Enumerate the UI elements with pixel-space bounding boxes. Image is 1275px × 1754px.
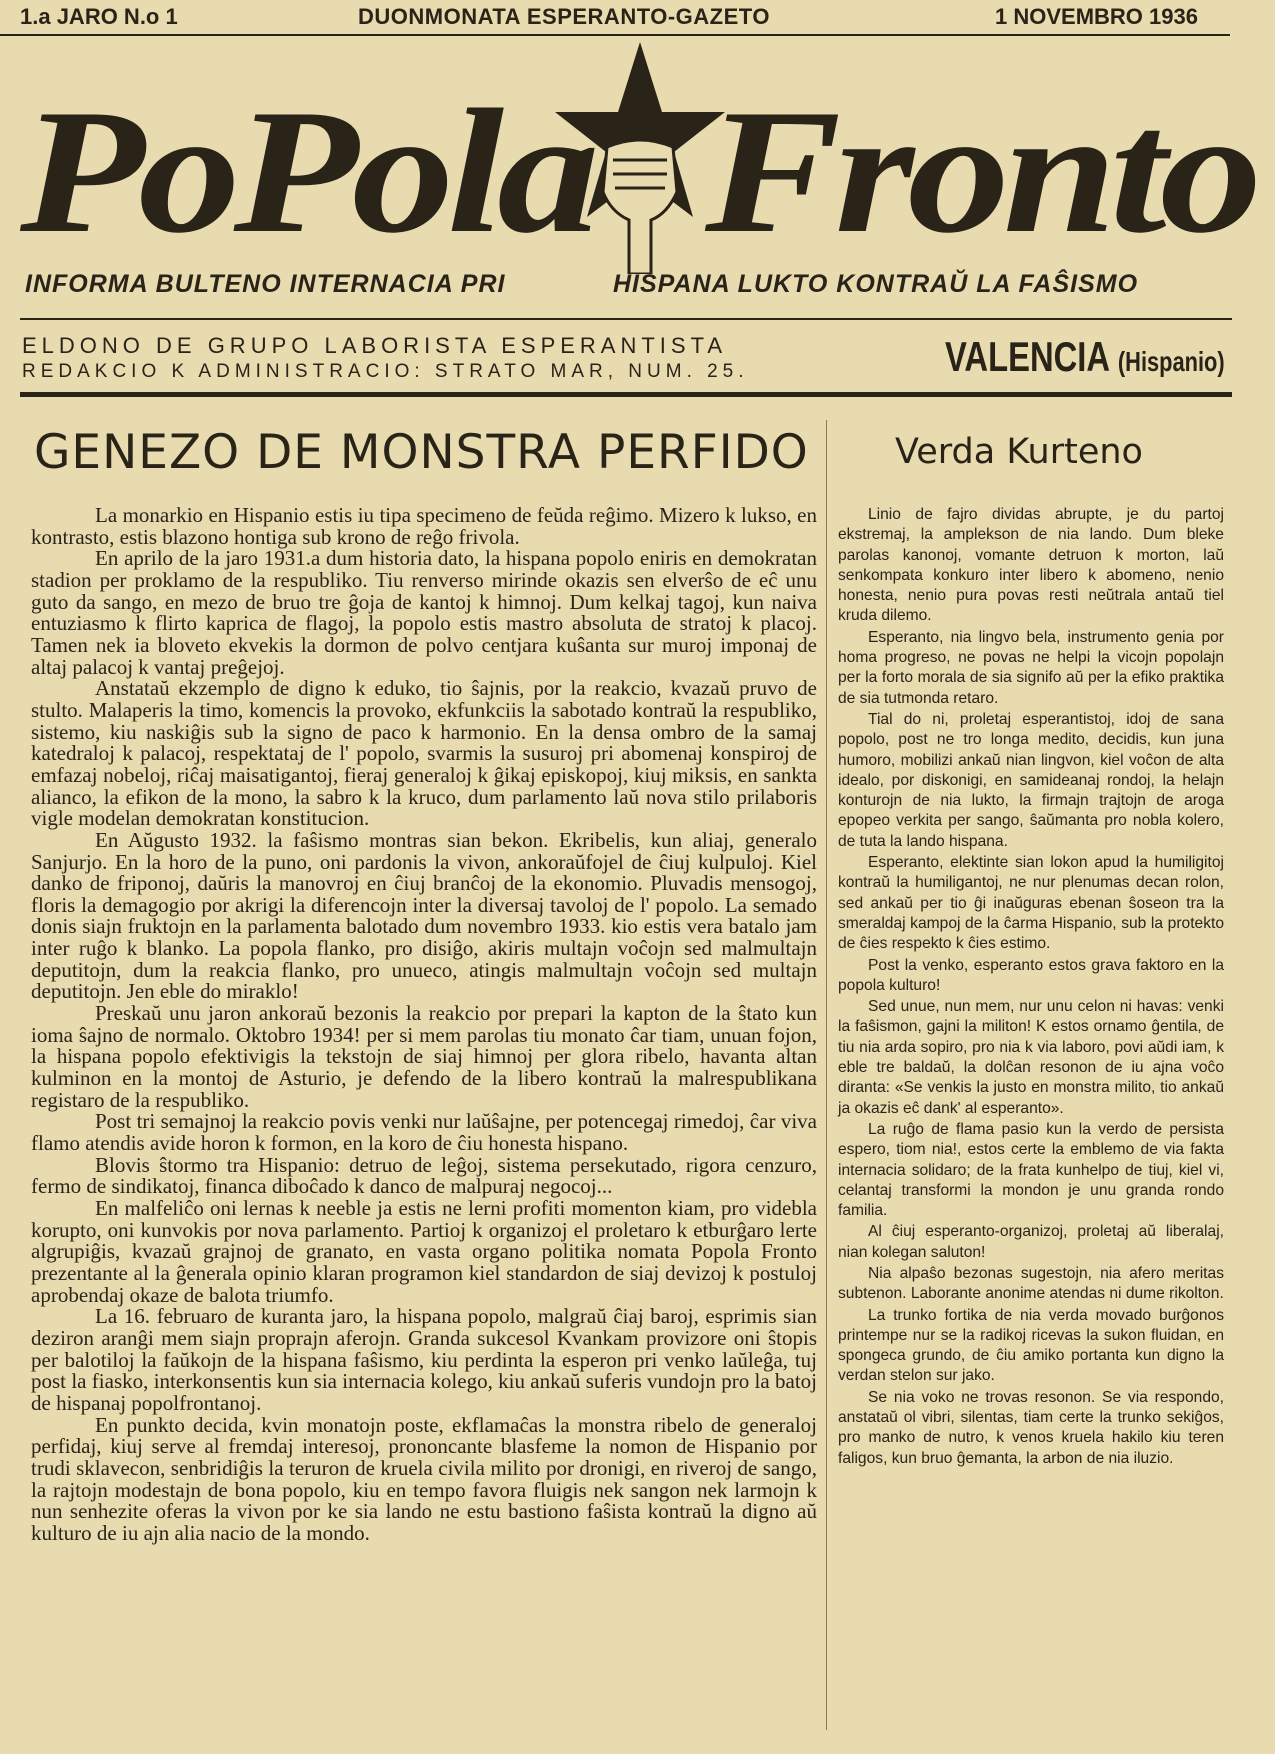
paragraph: La ruĝo de flama pasio kun la verdo de persista espero, tiom nia!, estos certe la emblemo de via fakta internacia solidaro; de la frata kunhelpo de tiuj, kiel vi, celantaj transformi la mondon je unu granda rondo familia. — [838, 1120, 1224, 1220]
address-line: REDAKCIO K ADMINISTRACIO: STRATO MAR, NUM. 25. — [22, 361, 749, 382]
publisher-line: ELDONO DE GRUPO LABORISTA ESPERANTISTA — [22, 333, 728, 358]
paragraph: Tial do ni, proletaj esperantistoj, idoj de sana popolo, post ne tro longa medito, decidis, kun juna humoro, mobilizi ankaŭ nian lingvon, kiel voĉon de alta idealo, por diskonigi, en samideanaj rondoj, la helajn konturojn de nia lukto, la firmajn trajtojn de aroga epopeo verkita per sango, ŝaŭmanta pro nobla kolero, de tuta la lando hispana. — [838, 710, 1224, 850]
paragraph: Esperanto, elektinte sian lokon apud la humiligitoj kontraŭ la humiligantoj, ne nur plenumas decan rolon, sed ankaŭ per tio ĝi inaŭguras ebenan ŝoseon tra la smeraldaj kampoj de la ĉarma Hispanio, sub la protekto de ĉies respekto k ĉies estimo. — [838, 854, 1224, 953]
issue-header — [0, 0, 1240, 34]
column-divider — [826, 420, 827, 1730]
issue-date: 1 NOVEMBRO 1936 — [995, 4, 1198, 29]
paragraph: La 16. februaro de kuranta jaro, la hispana popolo, malgraŭ ĉiaj baroj, esprimis sian deziron aranĝi mem siajn proprajn aferojn. Granda sukcesol Kvankam provizore oni ŝtopis per balotiloj la faŭkojn de la hispana faŝismo, kiu perdinta la esperon pri venko laŭleĝa, tuj post la fiasko, interkonsentis kun sia internacia kolego, kiu ankaŭ suferis vundojn pro la batoj de hispanaj popolfrontanoj. — [31, 1304, 817, 1415]
paragraph: En Aŭgusto 1932. la faŝismo montras sian bekon. Ekribelis, kun aliaj, generalo Sanjurjo. En la horo de la puno, oni pardonis la vivon, ankoraŭfojel de ĉiuj kulpuloj. Kiel danko de friponoj, daŭris la manovroj en ĉiuj branĉoj de la ekonomio. Pluvadis mensogoj, floris la demagogio por akrigi la diferencojn inter la diversaj tavoloj de l' popolo. La semado donis siajn fruktojn en la parlamenta balotado dum novembro 1933. kio estis vera batalo jam inter ruĝo k blanko. La popola flanko, pro disiĝo, akiris multajn voĉojn sed malmultajn deputitojn, dum la reakcia flanko, pro unueco, atingis malmultajn voĉojn sed multajn deputitojn. Jen eble do miraklo! — [31, 827, 817, 1004]
paragraph: Post la venko, esperanto estos grava faktoro en la popola kulturo! — [838, 956, 1224, 994]
main-article-body — [31, 505, 817, 1545]
subtitle-left: INFORMA BULTENO INTERNACIA PRI — [25, 270, 506, 298]
paragraph: En punkto decida, kvin monatojn poste, ekflamaĉas la monstra ribelo de generaloj perfidaj, kiuj serve al fremdaj interesoj, prononcante blasfeme la nomon de Hispanio por trudi sklavecon, senbridiĝis la teruron de kruela civila milito por dronigi, en riveroj de sango, la rajtojn modestajn de bona popolo, kiu en tempo favora fluigis nek sangon nek larmojn k nun senhezite oferas la vivon por ke sia lando ne estu bastiono faŝista kontraŭ la digno aŭ kulturo de iu ajn alia nacio de la mondo. — [31, 1412, 817, 1545]
country: (Hispanio) — [1117, 346, 1225, 377]
paragraph: Post tri semajnoj la reakcio povis venki nur laŭŝajne, per potencegaj rimedoj, ĉar viva flamo atendis avide horon k formon, en la koro de ĉiu honesta hispano. — [31, 1109, 817, 1156]
frequency-label: DUONMONATA ESPERANTO-GAZETO — [358, 4, 770, 29]
masthead-title-right: Fronto — [705, 72, 1256, 270]
paragraph: La monarkio en Hispanio estis iu tipa specimeno de feŭda reĝimo. Mizero k lukso, en kontrasto, estis blazono hontiga sub krono de reĝo frivola. — [31, 503, 817, 549]
paragraph: Anstataŭ ekzemplo de digno k eduko, tio ŝajnis, por la reakcio, kvazaŭ pruvo de stulto. Malaperis la timo, komencis la provoko, ekfunkciis la sabotado kontraŭ la respubliko, sistemo, kiu naskiĝis sub la signo de paco k harmonio. En la densa ombro de la samaj katedraloj k palacoj, respektataj de l' popolo, svarmis la susuroj pri abomenaj konspiroj de emfazaj nobeloj, riĉaj maisatigantoj, fieraj generaloj k ĝikaj episkopoj, kiuj miksis, en sankta alianco, la efikon de la mono, la sabro k la kruco, dum parlamento laŭ nova stilo prilaboris vigle modelan demokratan konstitucion. — [31, 676, 817, 831]
paragraph: En malfeliĉo oni lernas k neeble ja estis ne lerni profiti momenton kiam, pro videbla korupto, oni kunvokis por nova parlamento. Partioj k organizoj el proletaro k etburĝaro lerte algrupiĝis, kvazaŭ grajnoj de granato, en vasta organo politika nomata Popola Fronto prezentante al la ĝenerala opinio klaran programon kiel standardon de siaj devizoj k postuloj aprobendaj okaze de balota triumfo. — [31, 1196, 817, 1307]
side-article-body — [838, 505, 1224, 1470]
paragraph: Blovis ŝtormo tra Hispanio: detruo de leĝoj, sistema persekutado, rigora cenzuro, fermo de sindikatoj, financa diboĉado k danco de malpuraj negocoj... — [31, 1152, 817, 1199]
paragraph: La trunko fortika de nia verda movado burĝonos printempe nur se la radikoj ricevas la sukon fluidan, en spongeca grundo, de ĉiu amiko portanta kun digno la verdan stelon sur jako. — [838, 1306, 1224, 1385]
paragraph: Sed unue, nun mem, nur unu celon ni havas: venki la faŝismon, gajni la militon! K estos ornamo ĝentila, de tiu nia arda sopiro, pro nia k via laboro, povi aŭdi iam, k eble tre baldaŭ, la dolĉan resonon de iu ajna voĉo diranta: «Se venkis la justo en monstra milito, tio ankaŭ ja okazis eĉ dank' al esperanto». — [838, 998, 1224, 1117]
paragraph: Esperanto, nia lingvo bela, instrumento genia por homa progreso, ne povas ne helpi la vicojn popolajn per la forto morala de sia signifo aŭ per la efiko praktika de sia tutmonda retaro. — [838, 628, 1224, 707]
divider — [0, 34, 1230, 36]
masthead-title-left: PoPola — [20, 72, 593, 270]
paragraph: Preskaŭ unu jaron ankoraŭ bezonis la reakcio por prepari la kapton de la ŝtato kun ioma ŝajno de normalo. Oktobro 1934! per si mem parolas tiu monato ĉar tiam, unuan fojon, la hispana popolo efektivigis la tekstojn de siaj himnoj per glora ribelo, havanta altan kulminon en la montoj de Asturio, je defendo de la libero kontraŭ la malrespublikana registaro de la respubliko. — [31, 1001, 817, 1112]
divider — [20, 392, 1232, 397]
paragraph: Se nia voko ne trovas resonon. Se via respondo, anstataŭ ol vibri, silentas, tiam certe la trunko sekiĝos, pro manko de nutro, k venos kruela hakilo kiu teren faligos, kun bruo ĝemanta, la arbon de nia iluzio. — [838, 1388, 1224, 1467]
side-headline: Verda Kurteno — [895, 432, 1143, 472]
paragraph: Al ĉiuj esperanto-organizoj, proletaj aŭ liberalaj, nian kolegan saluton! — [838, 1223, 1224, 1261]
divider — [20, 318, 1232, 320]
publisher-city — [945, 333, 1225, 381]
paragraph: Linio de fajro dividas abrupte, je du partoj ekstremaj, la amplekson de nia lando. Dum bleke parolas kanonoj, vomante detruon k morton, laŭ senkompata konkuro inter libero k abomeno, nenio honesta, nenio pura povas resti neŭtrala antaŭ tiel kruda dilemo. — [838, 506, 1224, 625]
paragraph: En aprilo de la jaro 1931.a dum historia dato, la hispana popolo eniris en demokratan stadion per proklamo de la respubliko. Tiu renverso mirinde okazis sen elverŝo de eĉ unu guto da sango, en mezo de bruo tre ĝoja de kantoj k himnoj. Dum kelkaj tagoj, kun naiva entuziasmo k flirto kaprica de flagoj, la popolo estis mastro absoluta de stratoj k placoj. Tamen nek ia bloveto ekvekis la dormon de polvo centjara kuŝanta sur muroj imponaj de altaj palacoj k vantaj preĝejoj. — [31, 546, 817, 679]
paragraph: Nia alpaŝo bezonas sugestojn, nia afero meritas subtenon. Laborante anonime atendas ni dume rikolton. — [838, 1264, 1224, 1303]
main-headline: GENEZO DE MONSTRA PERFIDO — [34, 425, 809, 480]
star-fist-icon — [555, 42, 725, 274]
issue-number: 1.a JARO N.o 1 — [20, 4, 178, 29]
subtitle-right: HISPANA LUKTO KONTRAŬ LA FAŜISMO — [613, 270, 1139, 298]
masthead — [20, 42, 1256, 274]
city: VALENCIA — [945, 333, 1109, 380]
